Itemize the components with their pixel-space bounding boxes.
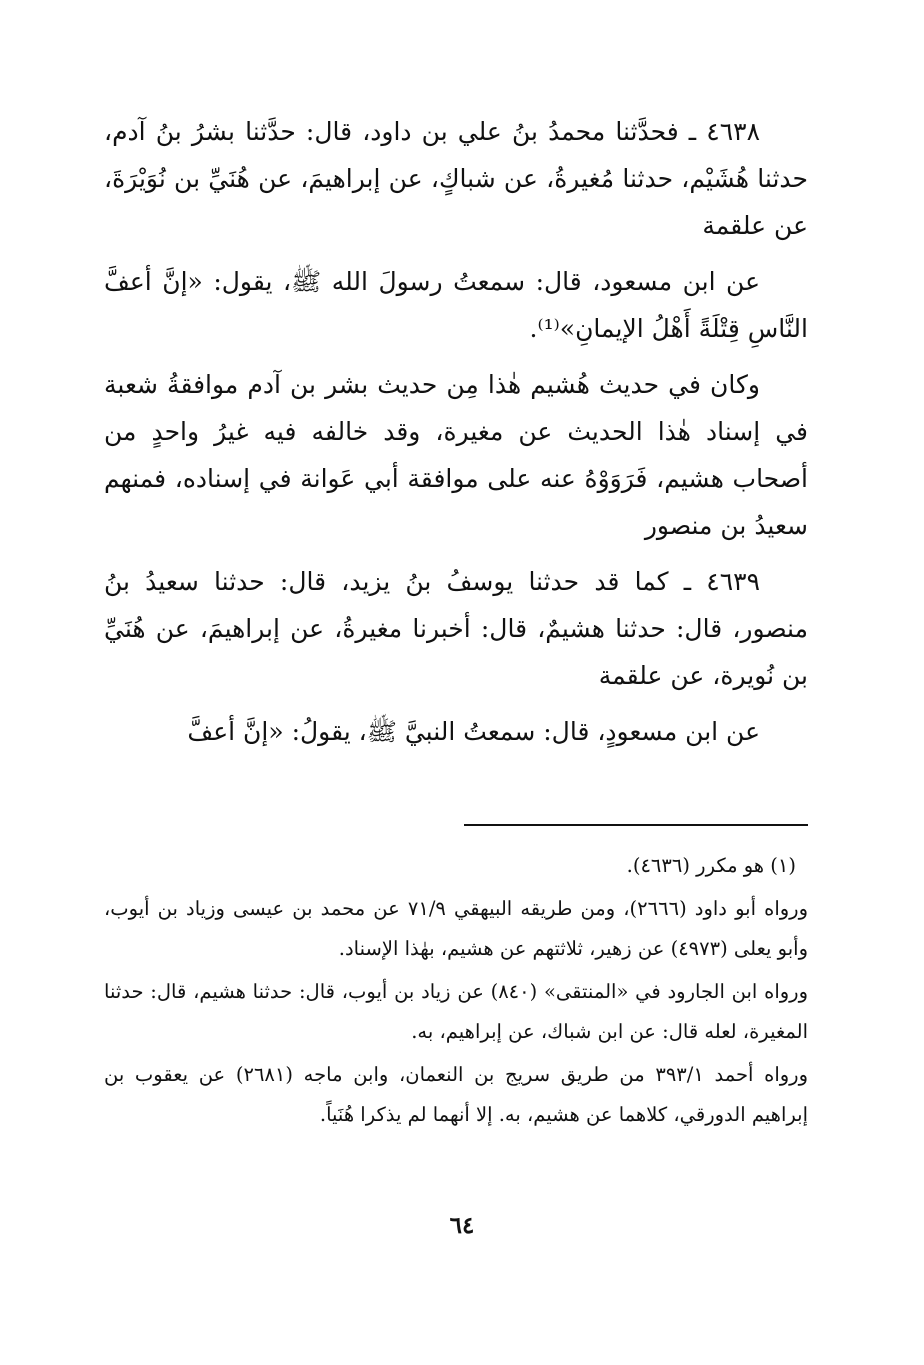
footnote-abu-dawud: ورواه أبو داود (٢٦٦٦)، ومن طريقه البيهقي ٧١/٩ عن محمد بن عيسى وزياد بن أيوب، وأبو يعلى (٤٩٧٣) عن زهير، ثلاثتهم عن هشيم، بهٰذا الإسناد. [104, 897, 808, 960]
hadith-4638-isnad: ٤٦٣٨ ـ فحدَّثنا محمدُ بنُ علي بن داود، قال: حدَّثنا بشرُ بنُ آدم، حدثنا هُشَيْم، حدثنا مُغيرةُ، عن شباكٍ، عن إبراهيمَ، عن هُنَيِّ بن نُوَيْرَةَ، عن علقمة [104, 117, 808, 240]
hadith-4639-isnad: ٤٦٣٩ ـ كما قد حدثنا يوسفُ بنُ يزيد، قال: حدثنا سعيدُ بنُ منصور، قال: حدثنا هشيمٌ، قال: أخبرنا مغيرةُ، عن إبراهيمَ، عن هُنَيِّ بن نُويرة، عن علقمة [104, 567, 808, 690]
footnote-1: (١) هو مكرر (٤٦٣٦). [626, 854, 796, 877]
footnotes [104, 846, 808, 1138]
main-text [104, 108, 808, 764]
footnote-ibn-jarud: ورواه ابن الجارود في «المنتقى» (٨٤٠) عن زياد بن أيوب، قال: حدثنا هشيم، قال: حدثنا المغيرة، لعله قال: عن ابن شباك، عن إبراهيم، به. [104, 980, 808, 1043]
hadith-4639-matn: عن ابن مسعودٍ، قال: سمعتُ النبيَّ ﷺ، يقولُ: «إنَّ أعفَّ [187, 717, 760, 746]
footnote-ahmad: ورواه أحمد ٣٩٣/١ من طريق سريج بن النعمان، وابن ماجه (٢٦٨١) عن يعقوب بن إبراهيم الدورقي، كلاهما عن هشيم، به. إلا أنهما لم يذكرا هُنَياً. [104, 1063, 809, 1126]
commentary-paragraph: وكان في حديث هُشيم هٰذا مِن حديث بشر بن آدم موافقةُ شعبة في إسناد هٰذا الحديث عن مغيرة، وقد خالفه فيه غيرُ واحدٍ من أصحاب هشيم، فَرَوَوْهُ عنه على موافقة أبي عَوانة في إسناده، فمنهم سعيدُ بن منصور [104, 370, 808, 540]
page-number: ٦٤ [449, 1212, 475, 1239]
footnote-separator [464, 824, 808, 826]
hadith-4638-matn: عن ابن مسعود، قال: سمعتُ رسولَ الله ﷺ، يقول: «إنَّ أعفَّ النَّاسِ قِتْلَةً أَهْلُ الإيمانِ»⁽¹⁾. [104, 267, 808, 343]
